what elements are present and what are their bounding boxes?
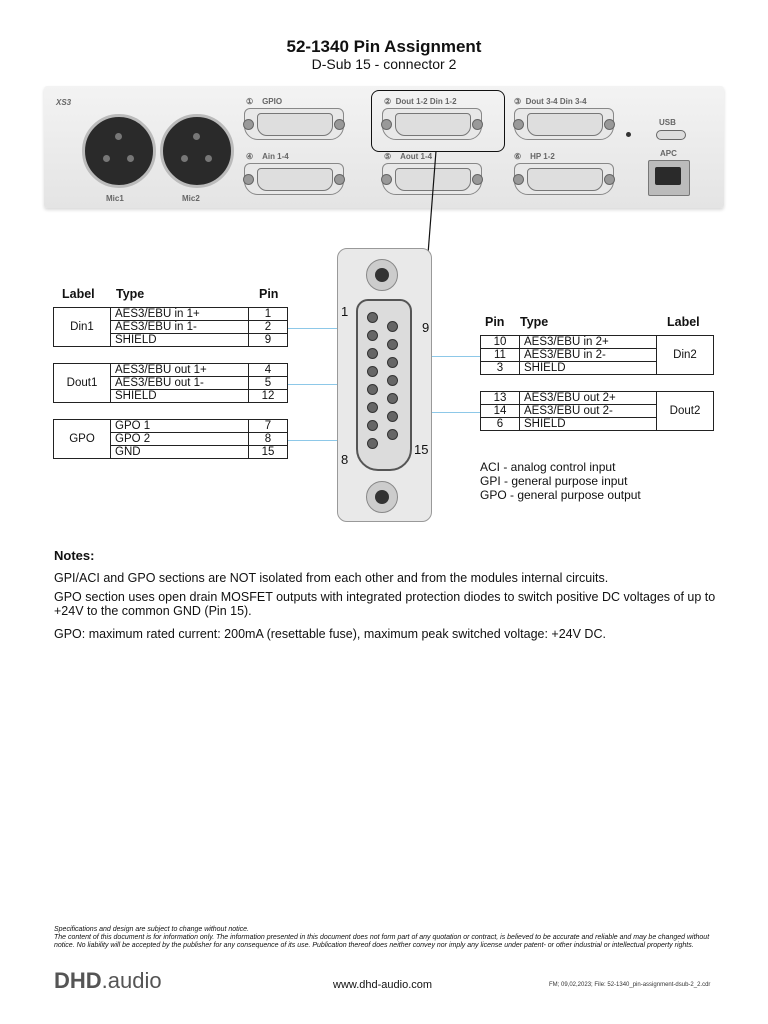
dout1-table [53,363,288,403]
group-label: Dout1 [54,364,111,403]
pin8-label: 8 [341,452,349,467]
table-row [481,336,714,349]
table-row [481,392,714,405]
dout2-table [480,391,714,431]
type-cell: GPO 1 [111,420,249,433]
type-cell: AES3/EBU in 2+ [520,336,657,349]
pin1-label: 1 [341,304,349,319]
pin-cell: 12 [249,390,288,403]
mic1-label: Mic1 [106,194,124,203]
legend [480,460,641,502]
website-link[interactable]: www.dhd-audio.com [333,979,433,991]
logo-suffix: .audio [101,968,162,993]
pin-cell: 9 [249,334,288,347]
pin9-label: 9 [422,320,430,335]
port-3-number: ③ [514,97,522,106]
pin-cell: 11 [481,349,520,362]
pin-cell: 5 [249,377,288,390]
type-cell: SHIELD [111,390,249,403]
group-label: GPO [54,420,111,459]
pin-cell: 14 [481,405,520,418]
left-header-pin: Pin [259,287,279,301]
page-title: 52-1340 Pin Assignment [286,37,482,56]
type-cell: AES3/EBU out 2+ [520,392,657,405]
port-2-number: ② [384,97,392,106]
legend-item: ACI - analog control input [480,460,616,474]
type-cell: GND [111,446,249,459]
din1-table [53,307,288,347]
pin-cell: 6 [481,418,520,431]
pin-cell: 13 [481,392,520,405]
table-row [54,364,288,377]
right-header-label: Label [667,315,700,329]
note-line: GPO section uses open drain MOSFET outputs with integrated protection diodes to switch positive DC voltages of up to +24V to the common GND (Pin 15). [54,590,716,618]
usb-label: USB [659,118,676,127]
disclaimer-2: The content of this document is for information only. The information presented in this document does not form part of any quotation or contract, is believed to be accurate and reliable and may be changed without notice. No liability will be accepted by the publisher for any consequence of its use. Publication thereof does neither convey nor imply any license under patent- or other industrial or intellectual property rights. [54,934,710,949]
page-subtitle: D-Sub 15 - connector 2 [311,56,457,72]
left-header-label: Label [62,287,95,301]
type-cell: AES3/EBU in 1+ [111,308,249,321]
disclaimer-1: Specifications and design are subject to change without notice. [54,926,249,933]
pin-cell: 10 [481,336,520,349]
pin-cell: 15 [249,446,288,459]
pin-cell: 4 [249,364,288,377]
table-row [54,420,288,433]
notes-heading: Notes: [54,548,95,563]
dhd-logo [54,968,162,994]
port-4-number: ④ [246,152,254,161]
pin-cell: 8 [249,433,288,446]
type-cell: AES3/EBU in 1- [111,321,249,334]
pin-cell: 3 [481,362,520,375]
mic2-label: Mic2 [182,194,200,203]
logo-main: DHD [54,968,102,993]
note-line: GPI/ACI and GPO sections are NOT isolated from each other and from the modules internal circuits. [54,571,609,585]
type-cell: AES3/EBU out 2- [520,405,657,418]
note-line: GPO: maximum rated current: 200mA (resettable fuse), maximum peak switched voltage: +24V DC. [54,627,606,641]
left-header-type: Type [116,287,145,301]
gpo-table [53,419,288,459]
group-label: Dout2 [657,392,714,431]
type-cell: AES3/EBU out 1- [111,377,249,390]
pin15-label: 15 [414,442,429,457]
group-label: Din1 [54,308,111,347]
port-1-number: ① [246,97,254,106]
type-cell: SHIELD [520,418,657,431]
pin-cell: 2 [249,321,288,334]
port-6-label: HP 1-2 [530,152,555,161]
type-cell: GPO 2 [111,433,249,446]
table-row [54,308,288,321]
port-5-label: Aout 1-4 [400,152,433,161]
right-header-pin: Pin [485,315,505,329]
type-cell: AES3/EBU in 2- [520,349,657,362]
din2-table [480,335,714,375]
file-info: FM; 09,02,2023; File: 52-1340_pin-assignment-dsub-2_2.cdr [549,982,711,988]
dsub15-connector-icon [337,248,432,522]
port-4-label: Ain 1-4 [262,152,289,161]
pin-cell: 1 [249,308,288,321]
type-cell: SHIELD [520,362,657,375]
port-3-label: Dout 3-4 Din 3-4 [525,97,587,106]
pin-cell: 7 [249,420,288,433]
model-label: XS3 [56,98,72,107]
port-2-label: Dout 1-2 Din 1-2 [395,97,457,106]
apc-label: APC [660,149,677,158]
type-cell: SHIELD [111,334,249,347]
group-label: Din2 [657,336,714,375]
right-header-type: Type [520,315,549,329]
port-1-label: GPIO [262,97,283,106]
port-5-number: ⑤ [384,152,392,161]
legend-item: GPO - general purpose output [480,488,641,502]
port-6-number: ⑥ [514,152,522,161]
legend-item: GPI - general purpose input [480,474,628,488]
type-cell: AES3/EBU out 1+ [111,364,249,377]
